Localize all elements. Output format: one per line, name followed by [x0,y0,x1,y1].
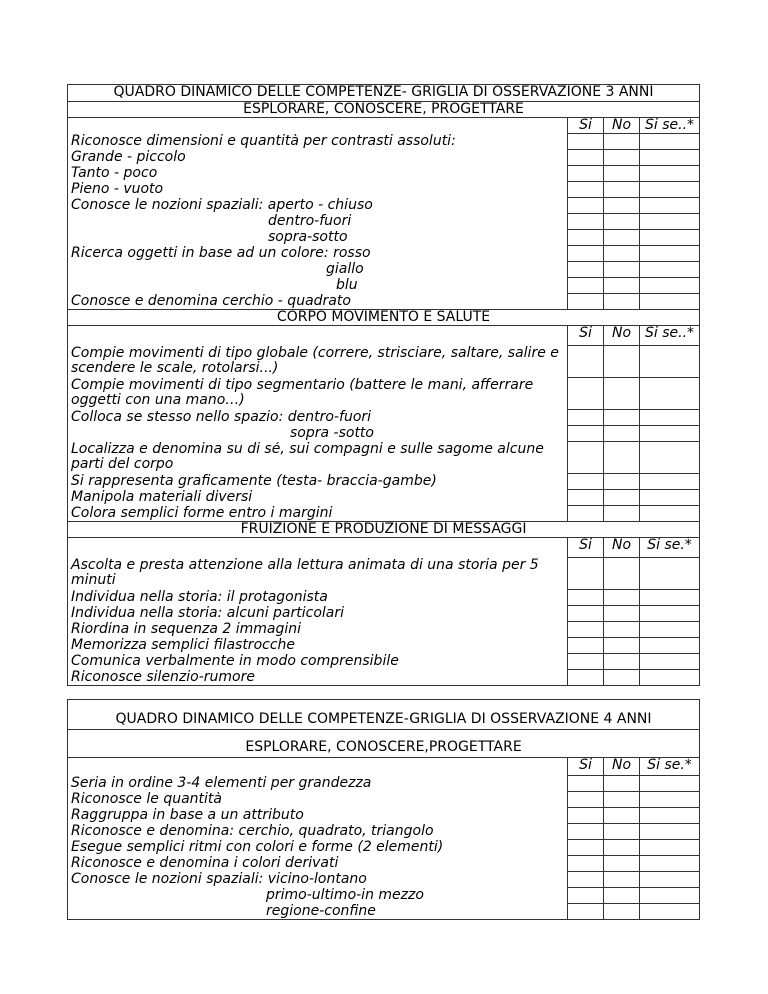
checkbox-si-se[interactable] [640,262,700,278]
col-si: Si [568,326,604,346]
criterion-label: Memorizza semplici filastrocche [68,638,568,654]
criterion-label: primo-ultimo-in mezzo [68,888,568,904]
checkbox-no[interactable] [604,558,640,590]
checkbox-si[interactable] [568,150,604,166]
grid-title: QUADRO DINAMICO DELLE COMPETENZE-GRIGLIA DI OSSERVAZIONE 4 ANNI [68,700,700,730]
checkbox-si[interactable] [568,490,604,506]
criterion-label: Riconosce e denomina i colori derivati [68,856,568,872]
checkbox-si[interactable] [568,474,604,490]
checkbox-si-se[interactable] [640,442,700,474]
checkbox-si-se[interactable] [640,808,700,824]
checkbox-si-se[interactable] [640,606,700,622]
grid-title: QUADRO DINAMICO DELLE COMPETENZE- GRIGLIA DI OSSERVAZIONE 3 ANNI [68,85,700,102]
checkbox-si-se[interactable] [640,904,700,920]
checkbox-si[interactable] [568,872,604,888]
checkbox-si-se[interactable] [640,378,700,410]
checkbox-no[interactable] [604,246,640,262]
checkbox-si[interactable] [568,670,604,686]
checkbox-si-se[interactable] [640,246,700,262]
checkbox-no[interactable] [604,150,640,166]
checkbox-si[interactable] [568,904,604,920]
criterion-label: Colloca se stesso nello spazio: dentro-fuori [68,410,568,426]
col-si-se: Si se..* [640,118,700,134]
checkbox-no[interactable] [604,904,640,920]
checkbox-no[interactable] [604,622,640,638]
criterion-label: sopra -sotto [68,426,568,442]
col-no: No [604,538,640,558]
criterion-label: Grande - piccolo [68,150,568,166]
criterion-label: Conosce e denomina cerchio - quadrato [68,294,568,310]
checkbox-si[interactable] [568,166,604,182]
checkbox-si-se[interactable] [640,856,700,872]
checkbox-no[interactable] [604,214,640,230]
col-si: Si [568,538,604,558]
criterion-label: Conosce le nozioni spaziali: vicino-lontano [68,872,568,888]
checkbox-si[interactable] [568,792,604,808]
checkbox-si[interactable] [568,654,604,670]
criterion-label: Riconosce e denomina: cerchio, quadrato, triangolo [68,824,568,840]
checkbox-si-se[interactable] [640,278,700,294]
checkbox-no[interactable] [604,442,640,474]
checkbox-si[interactable] [568,410,604,426]
col-si-se: Si se..* [640,326,700,346]
criterion-label: dentro-fuori [68,214,568,230]
checkbox-si[interactable] [568,278,604,294]
col-si-se: Si se.* [640,538,700,558]
checkbox-no[interactable] [604,198,640,214]
checkbox-si[interactable] [568,558,604,590]
checkbox-si-se[interactable] [640,198,700,214]
criterion-label: Ascolta e presta attenzione alla lettura animata di una storia per 5 minuti [68,558,568,590]
criterion-label: Esegue semplici ritmi con colori e forme (2 elementi) [68,840,568,856]
col-no: No [604,758,640,776]
checkbox-si-se[interactable] [640,150,700,166]
checkbox-no[interactable] [604,654,640,670]
checkbox-no[interactable] [604,590,640,606]
checkbox-si-se[interactable] [640,410,700,426]
checkbox-si-se[interactable] [640,490,700,506]
col-no: No [604,118,640,134]
checkbox-si-se[interactable] [640,824,700,840]
section-heading: ESPLORARE, CONOSCERE,PROGETTARE [68,730,700,758]
observation-grid-3-anni [67,84,700,686]
criterion-label: Compie movimenti di tipo globale (correre, strisciare, saltare, salire e scendere le scale, rotolarsi...) [68,346,568,378]
criterion-label: Ricerca oggetti in base ad un colore: rosso [68,246,568,262]
criterion-label: giallo [68,262,568,278]
checkbox-si[interactable] [568,824,604,840]
checkbox-si-se[interactable] [640,590,700,606]
section-heading: CORPO MOVIMENTO E SALUTE [68,310,700,326]
criterion-label: Seria in ordine 3-4 elementi per grandezza [68,776,568,792]
criterion-label: Riconosce le quantità [68,792,568,808]
checkbox-si-se[interactable] [640,872,700,888]
checkbox-si[interactable] [568,808,604,824]
checkbox-si[interactable] [568,506,604,522]
section-heading: FRUIZIONE E PRODUZIONE DI MESSAGGI [68,522,700,538]
checkbox-si[interactable] [568,638,604,654]
checkbox-no[interactable] [604,346,640,378]
checkbox-si-se[interactable] [640,840,700,856]
checkbox-no[interactable] [604,792,640,808]
checkbox-no[interactable] [604,606,640,622]
checkbox-no[interactable] [604,262,640,278]
checkbox-si[interactable] [568,590,604,606]
checkbox-si[interactable] [568,214,604,230]
checkbox-si[interactable] [568,262,604,278]
checkbox-si[interactable] [568,442,604,474]
checkbox-si[interactable] [568,378,604,410]
checkbox-si-se[interactable] [640,294,700,310]
section-heading: ESPLORARE, CONOSCERE, PROGETTARE [68,102,700,118]
checkbox-si-se[interactable] [640,670,700,686]
checkbox-no[interactable] [604,294,640,310]
criterion-label: Localizza e denomina su di sé, sui compagni e sulle sagome alcune parti del corpo [68,442,568,474]
criterion-label: Pieno - vuoto [68,182,568,198]
checkbox-si-se[interactable] [640,792,700,808]
criterion-label: Conosce le nozioni spaziali: aperto - chiuso [68,198,568,214]
checkbox-si-se[interactable] [640,506,700,522]
checkbox-si[interactable] [568,776,604,792]
criterion-label: Raggruppa in base a un attributo [68,808,568,824]
observation-grid-4-anni [67,699,700,920]
checkbox-si-se[interactable] [640,346,700,378]
checkbox-si-se[interactable] [640,654,700,670]
criterion-label: Compie movimenti di tipo segmentario (battere le mani, afferrare oggetti con una mano…) [68,378,568,410]
criterion-label: Comunica verbalmente in modo comprensibile [68,654,568,670]
checkbox-si[interactable] [568,182,604,198]
checkbox-si-se[interactable] [640,426,700,442]
checkbox-no[interactable] [604,378,640,410]
checkbox-si-se[interactable] [640,638,700,654]
checkbox-si-se[interactable] [640,166,700,182]
checkbox-si[interactable] [568,622,604,638]
checkbox-si[interactable] [568,426,604,442]
checkbox-no[interactable] [604,278,640,294]
criterion-label: Riconosce silenzio-rumore [68,670,568,686]
checkbox-si-se[interactable] [640,230,700,246]
checkbox-si[interactable] [568,856,604,872]
criterion-label: regione-confine [68,904,568,920]
checkbox-si[interactable] [568,888,604,904]
checkbox-no[interactable] [604,638,640,654]
checkbox-si[interactable] [568,346,604,378]
checkbox-si-se[interactable] [640,888,700,904]
criterion-label: Riordina in sequenza 2 immagini [68,622,568,638]
checkbox-si[interactable] [568,230,604,246]
criterion-label: Individua nella storia: alcuni particolari [68,606,568,622]
checkbox-no[interactable] [604,410,640,426]
checkbox-si-se[interactable] [640,134,700,150]
checkbox-si[interactable] [568,134,604,150]
checkbox-no[interactable] [604,506,640,522]
checkbox-no[interactable] [604,230,640,246]
checkbox-si[interactable] [568,606,604,622]
checkbox-no[interactable] [604,872,640,888]
criterion-label: Individua nella storia: il protagonista [68,590,568,606]
criterion-label: blu [68,278,568,294]
checkbox-no[interactable] [604,856,640,872]
checkbox-no[interactable] [604,166,640,182]
checkbox-si-se[interactable] [640,558,700,590]
col-si: Si [568,758,604,776]
checkbox-si[interactable] [568,198,604,214]
criterion-label: Manipola materiali diversi [68,490,568,506]
checkbox-si-se[interactable] [640,776,700,792]
checkbox-no[interactable] [604,474,640,490]
col-si: Si [568,118,604,134]
checkbox-no[interactable] [604,182,640,198]
checkbox-no[interactable] [604,808,640,824]
checkbox-si-se[interactable] [640,214,700,230]
checkbox-no[interactable] [604,840,640,856]
criterion-label: sopra-sotto [68,230,568,246]
checkbox-si[interactable] [568,246,604,262]
checkbox-si-se[interactable] [640,622,700,638]
checkbox-no[interactable] [604,490,640,506]
checkbox-no[interactable] [604,888,640,904]
checkbox-no[interactable] [604,776,640,792]
checkbox-no[interactable] [604,824,640,840]
checkbox-no[interactable] [604,426,640,442]
checkbox-si[interactable] [568,294,604,310]
criterion-label: Si rappresenta graficamente (testa- braccia-gambe) [68,474,568,490]
checkbox-no[interactable] [604,134,640,150]
col-si-se: Si se.* [640,758,700,776]
checkbox-si-se[interactable] [640,182,700,198]
criterion-label: Colora semplici forme entro i margini [68,506,568,522]
col-no: No [604,326,640,346]
checkbox-si[interactable] [568,840,604,856]
criterion-label: Tanto - poco [68,166,568,182]
checkbox-si-se[interactable] [640,474,700,490]
criterion-label: Riconosce dimensioni e quantità per contrasti assoluti: [68,134,568,150]
checkbox-no[interactable] [604,670,640,686]
